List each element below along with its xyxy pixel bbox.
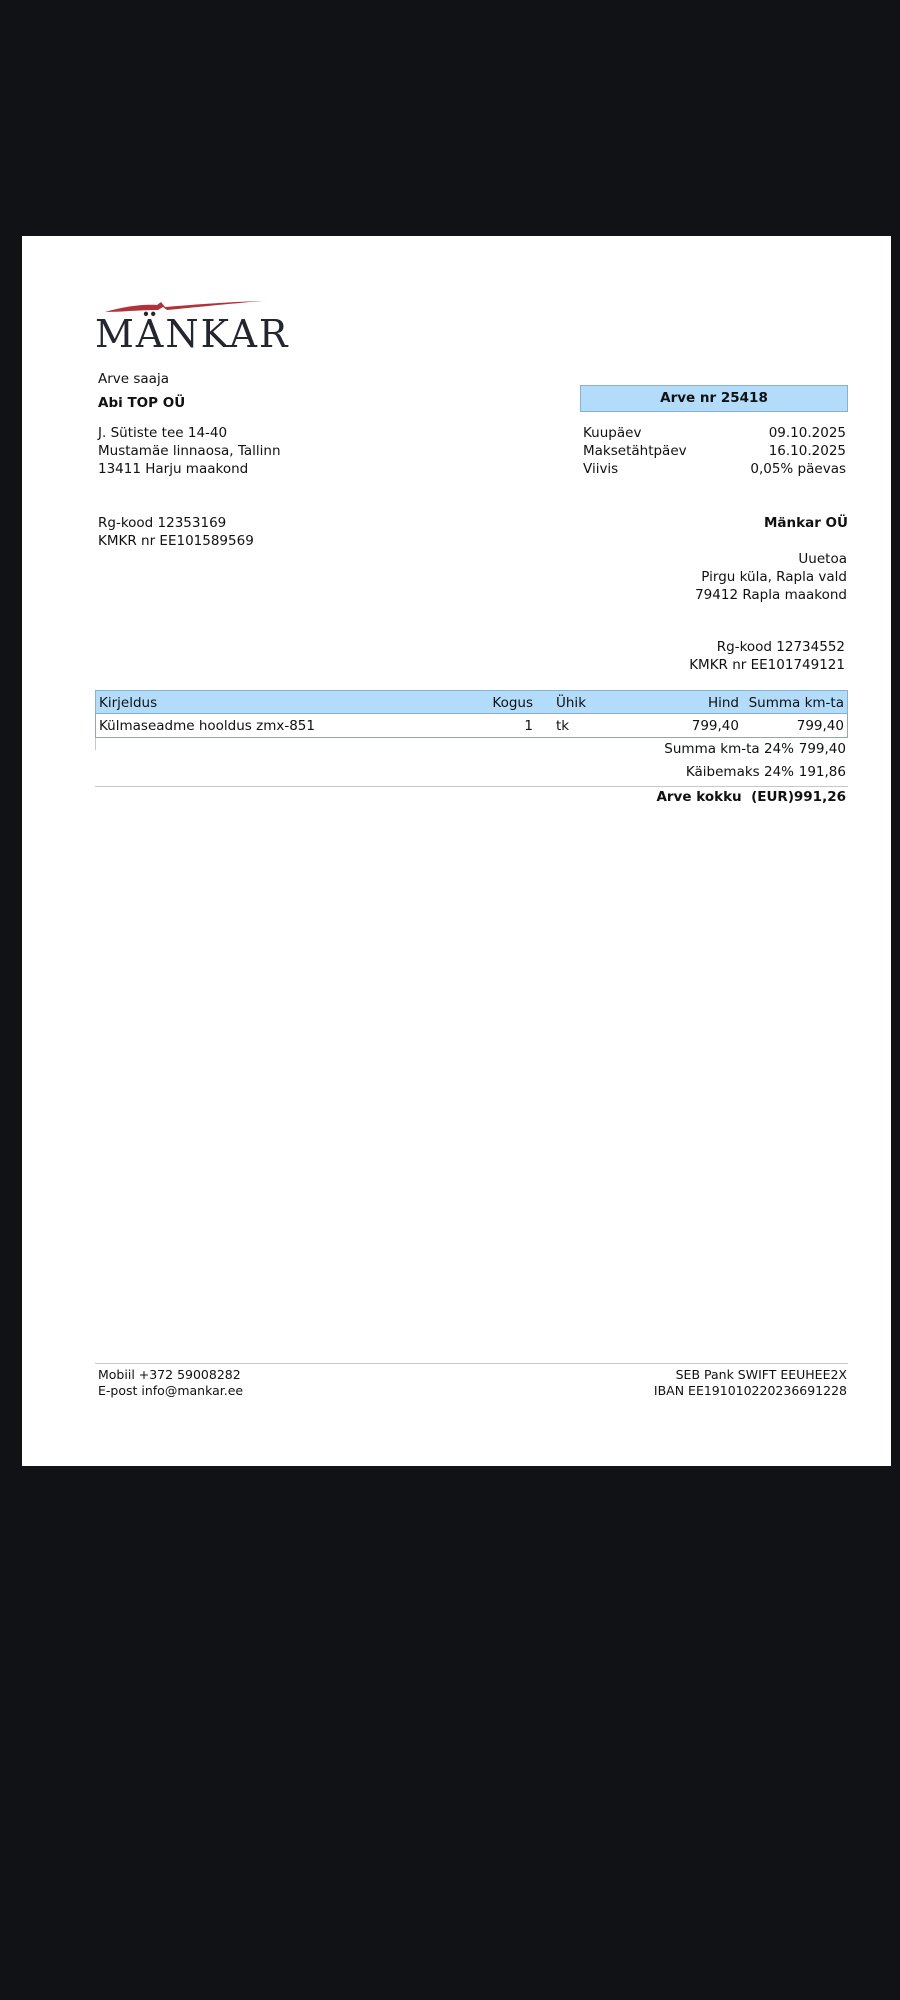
recipient-address-line-1: J. Sütiste tee 14-40 (98, 425, 228, 441)
meta-label: Viivis (583, 461, 619, 477)
total-row-subtotal (522, 740, 846, 758)
meta-value: 09.10.2025 (768, 425, 846, 441)
total-row-grand-total (522, 788, 846, 806)
total-value: 799,40 (798, 741, 846, 757)
row-price: 799,40 (691, 718, 739, 734)
footer-phone: Mobiil +372 59008282 (98, 1367, 241, 1382)
footer-email: E-post info@mankar.ee (98, 1383, 244, 1398)
invoice-number: Arve nr 25418 (580, 385, 848, 412)
logo-wordmark: MÄNKAR (95, 312, 290, 356)
items-table-header (95, 690, 848, 714)
header-description: Kirjeldus (99, 695, 158, 711)
footer-bank-swift: SEB Pank SWIFT EEUHEE2X (675, 1367, 847, 1382)
table-row (95, 714, 848, 738)
total-value: 991,26 (793, 789, 846, 805)
total-row-vat (522, 763, 846, 781)
seller-address-line-1: Uuetoa (798, 551, 847, 567)
total-label: Arve kokku (EUR) (656, 789, 794, 805)
recipient-address-line-3: 13411 Harju maakond (98, 461, 249, 477)
row-quantity: 1 (524, 718, 533, 734)
recipient-reg-code: Rg-kood 12353169 (98, 515, 227, 531)
seller-address-line-2: Pirgu küla, Rapla vald (701, 569, 847, 585)
seller-address-line-3: 79412 Rapla maakond (695, 587, 847, 603)
meta-value: 16.10.2025 (768, 443, 846, 459)
row-unit: tk (556, 718, 570, 734)
totals-divider (95, 786, 848, 787)
total-value: 191,86 (798, 764, 846, 780)
header-unit: Ühik (556, 695, 587, 711)
header-quantity: Kogus (492, 695, 533, 711)
footer-divider (95, 1363, 848, 1364)
recipient-address-line-2: Mustamäe linnaosa, Tallinn (98, 443, 281, 459)
meta-value: 0,05% päevas (750, 461, 846, 477)
meta-row-date (583, 424, 846, 442)
meta-row-due-date (583, 442, 846, 460)
recipient-name: Abi TOP OÜ (98, 395, 186, 411)
total-label: Summa km-ta 24% (664, 741, 794, 757)
footer-iban: IBAN EE191010220236691228 (653, 1383, 847, 1398)
seller-reg-code: Rg-kood 12734552 (716, 639, 845, 655)
row-description: Külmaseadme hooldus zmx-851 (99, 718, 315, 734)
invoice-page (22, 236, 891, 1466)
recipient-vat: KMKR nr EE101589569 (98, 533, 254, 549)
company-logo (95, 298, 290, 358)
recipient-heading: Arve saaja (98, 371, 169, 387)
row-sum: 799,40 (796, 718, 844, 734)
meta-label: Maksetähtpäev (583, 443, 687, 459)
header-price: Hind (707, 695, 739, 711)
header-sum-without-vat: Summa km-ta (748, 695, 844, 711)
meta-label: Kuupäev (583, 425, 642, 441)
table-left-border (95, 738, 96, 750)
total-label: Käibemaks 24% (685, 764, 794, 780)
meta-row-penalty (583, 460, 846, 478)
seller-name: Mänkar OÜ (763, 515, 848, 531)
seller-vat: KMKR nr EE101749121 (689, 657, 845, 673)
